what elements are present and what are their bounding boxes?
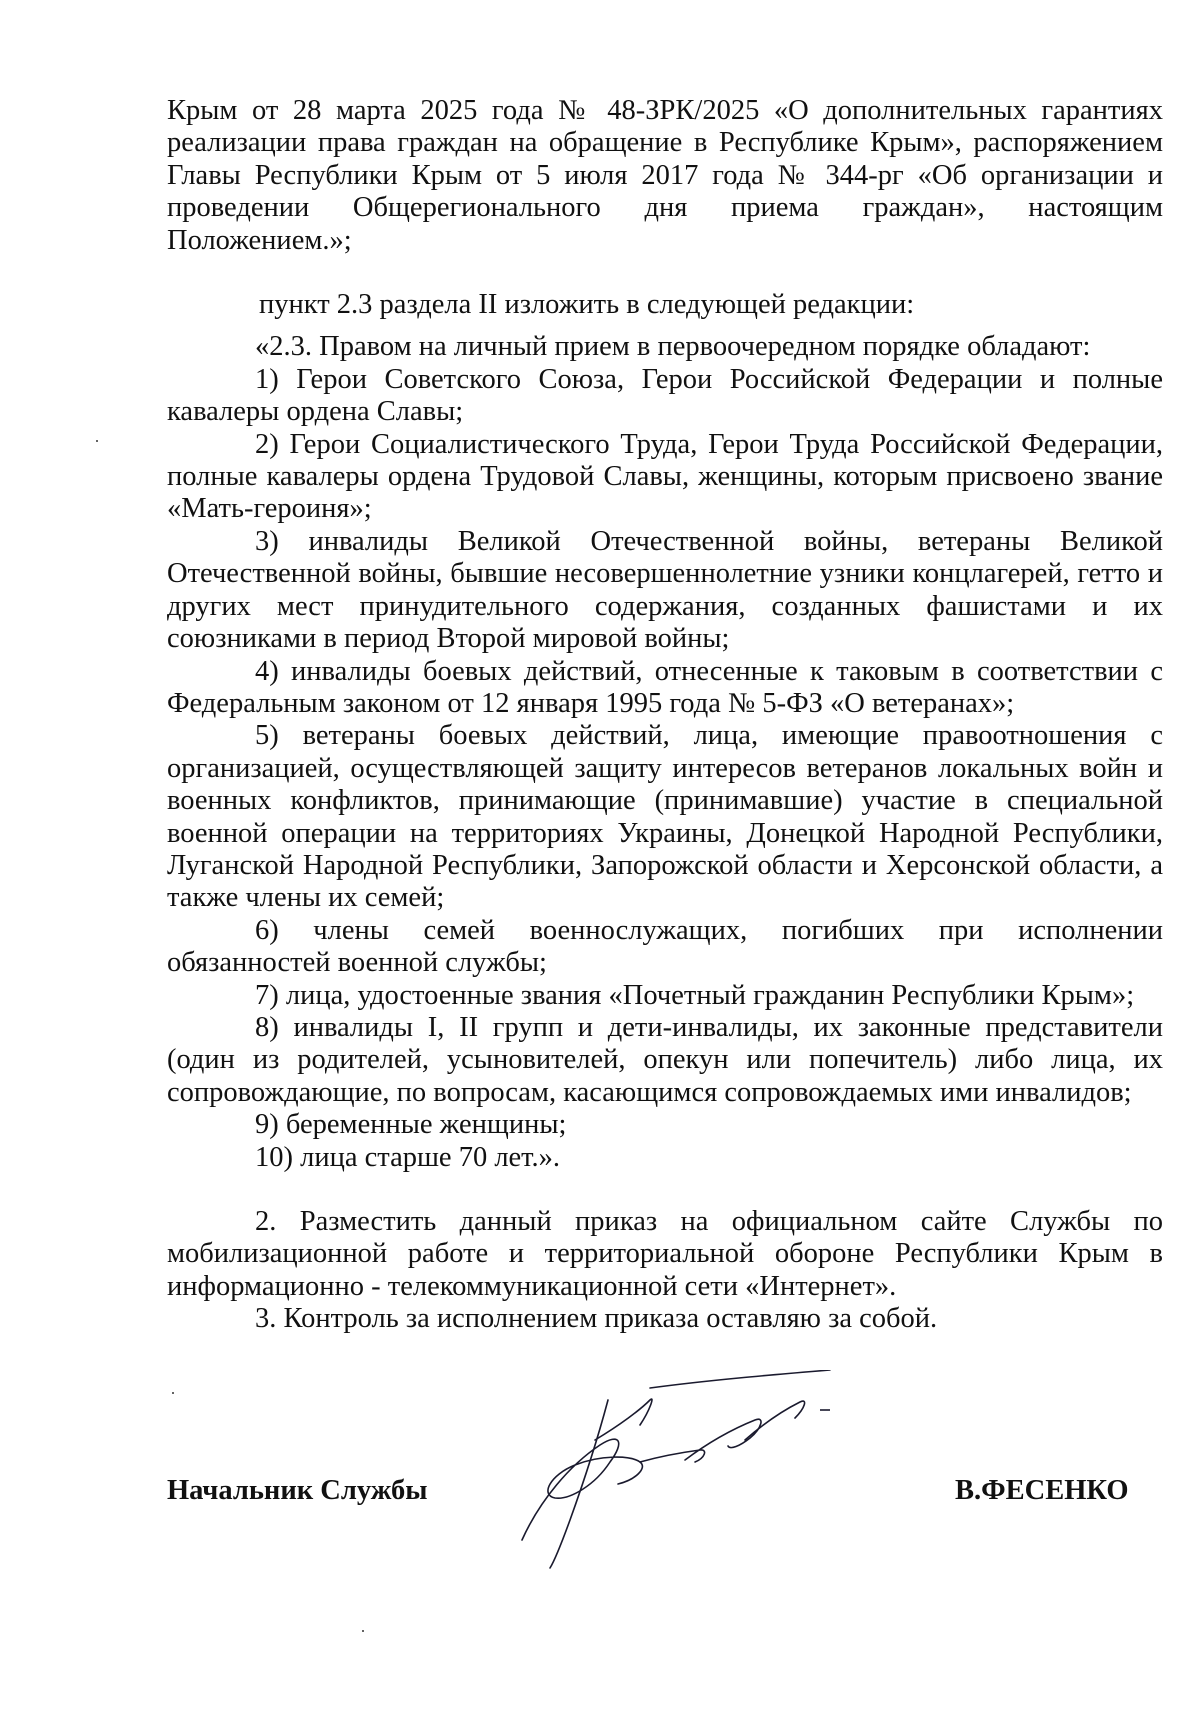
scan-speck (362, 1630, 364, 1632)
list-item-8: 8) инвалиды I, II групп и дети-инвалиды, их законные представители (один из родителей, усыновителей, опекун или попечитель) либо лица, их сопровождающие, по вопросам, касающимся сопровождаемых ими инвалидов; (167, 1011, 1163, 1108)
paragraph-point-3: 3. Контроль за исполнением приказа оставляю за собой. (255, 1303, 938, 1335)
signatory-name: В.ФЕСЕНКО (955, 1475, 1129, 1506)
paragraph-point-2: 2. Разместить данный приказ на официальном сайте Службы по мобилизационной работе и территориальной обороне Республики Крым в информационно - телекоммуникационной сети «Интернет». (167, 1206, 1163, 1302)
scan-speck (96, 440, 98, 442)
paragraph-item-2-3: «2.3. Правом на личный прием в первоочередном порядке обладают: (255, 331, 1091, 363)
document-body (167, 95, 1163, 1336)
list-item-4: 4) инвалиды боевых действий, отнесенные к таковым в соответствии с Федеральным законом от 12 января 1995 года № 5-ФЗ «О ветеранах»; (167, 655, 1163, 719)
scan-speck (172, 1392, 174, 1394)
paragraph-continuation: Крым от 28 марта 2025 года № 48-ЗРК/2025 «О дополнительных гарантиях реализации права граждан на обращение в Республике Крым», распоряжением Главы Республики Крым от 5 июля 2017 года № 344-рг «Об организации и проведении Общерегионального дня приема граждан», настоящим Положением.»; (167, 95, 1163, 256)
list-item-7: 7) лица, удостоенные звания «Почетный гражданин Республики Крым»; (255, 979, 1135, 1011)
list-item-3: 3) инвалиды Великой Отечественной войны, ветераны Великой Отечественной войны, бывшие несовершеннолетние узники концлагерей, гетто и других мест принудительного содержания, созданных фашистами и их союзниками в период Второй мировой войны; (167, 525, 1163, 655)
signatory-title: Начальник Службы (167, 1475, 428, 1506)
list-item-9: 9) беременные женщины; (255, 1109, 567, 1141)
list-item-10: 10) лица старше 70 лет.». (255, 1141, 560, 1173)
paragraph-amendment-intro: пункт 2.3 раздела II изложить в следующей редакции: (259, 289, 915, 321)
list-item-2: 2) Герои Социалистического Труда, Герои Труда Российской Федерации, полные кавалеры ордена Трудовой Славы, женщины, которым присвоено звание «Мать-героиня»; (167, 428, 1163, 525)
list-item-5: 5) ветераны боевых действий, лица, имеющие правоотношения с организацией, осуществляющей защиту интересов ветеранов локальных войн и военных конфликтов, принимающие (принимавшие) участие в специальной военной операции на территориях Украины, Донецкой Народной Республики, Луганской Народной Республики, Запорожской области и Херсонской области, а также члены их семей; (167, 720, 1163, 914)
handwritten-signature (500, 1370, 920, 1570)
list-item-1: 1) Герои Советского Союза, Герои Российской Федерации и полные кавалеры ордена Славы; (167, 363, 1163, 428)
list-item-6: 6) члены семей военнослужащих, погибших при исполнении обязанностей военной службы; (167, 914, 1163, 979)
